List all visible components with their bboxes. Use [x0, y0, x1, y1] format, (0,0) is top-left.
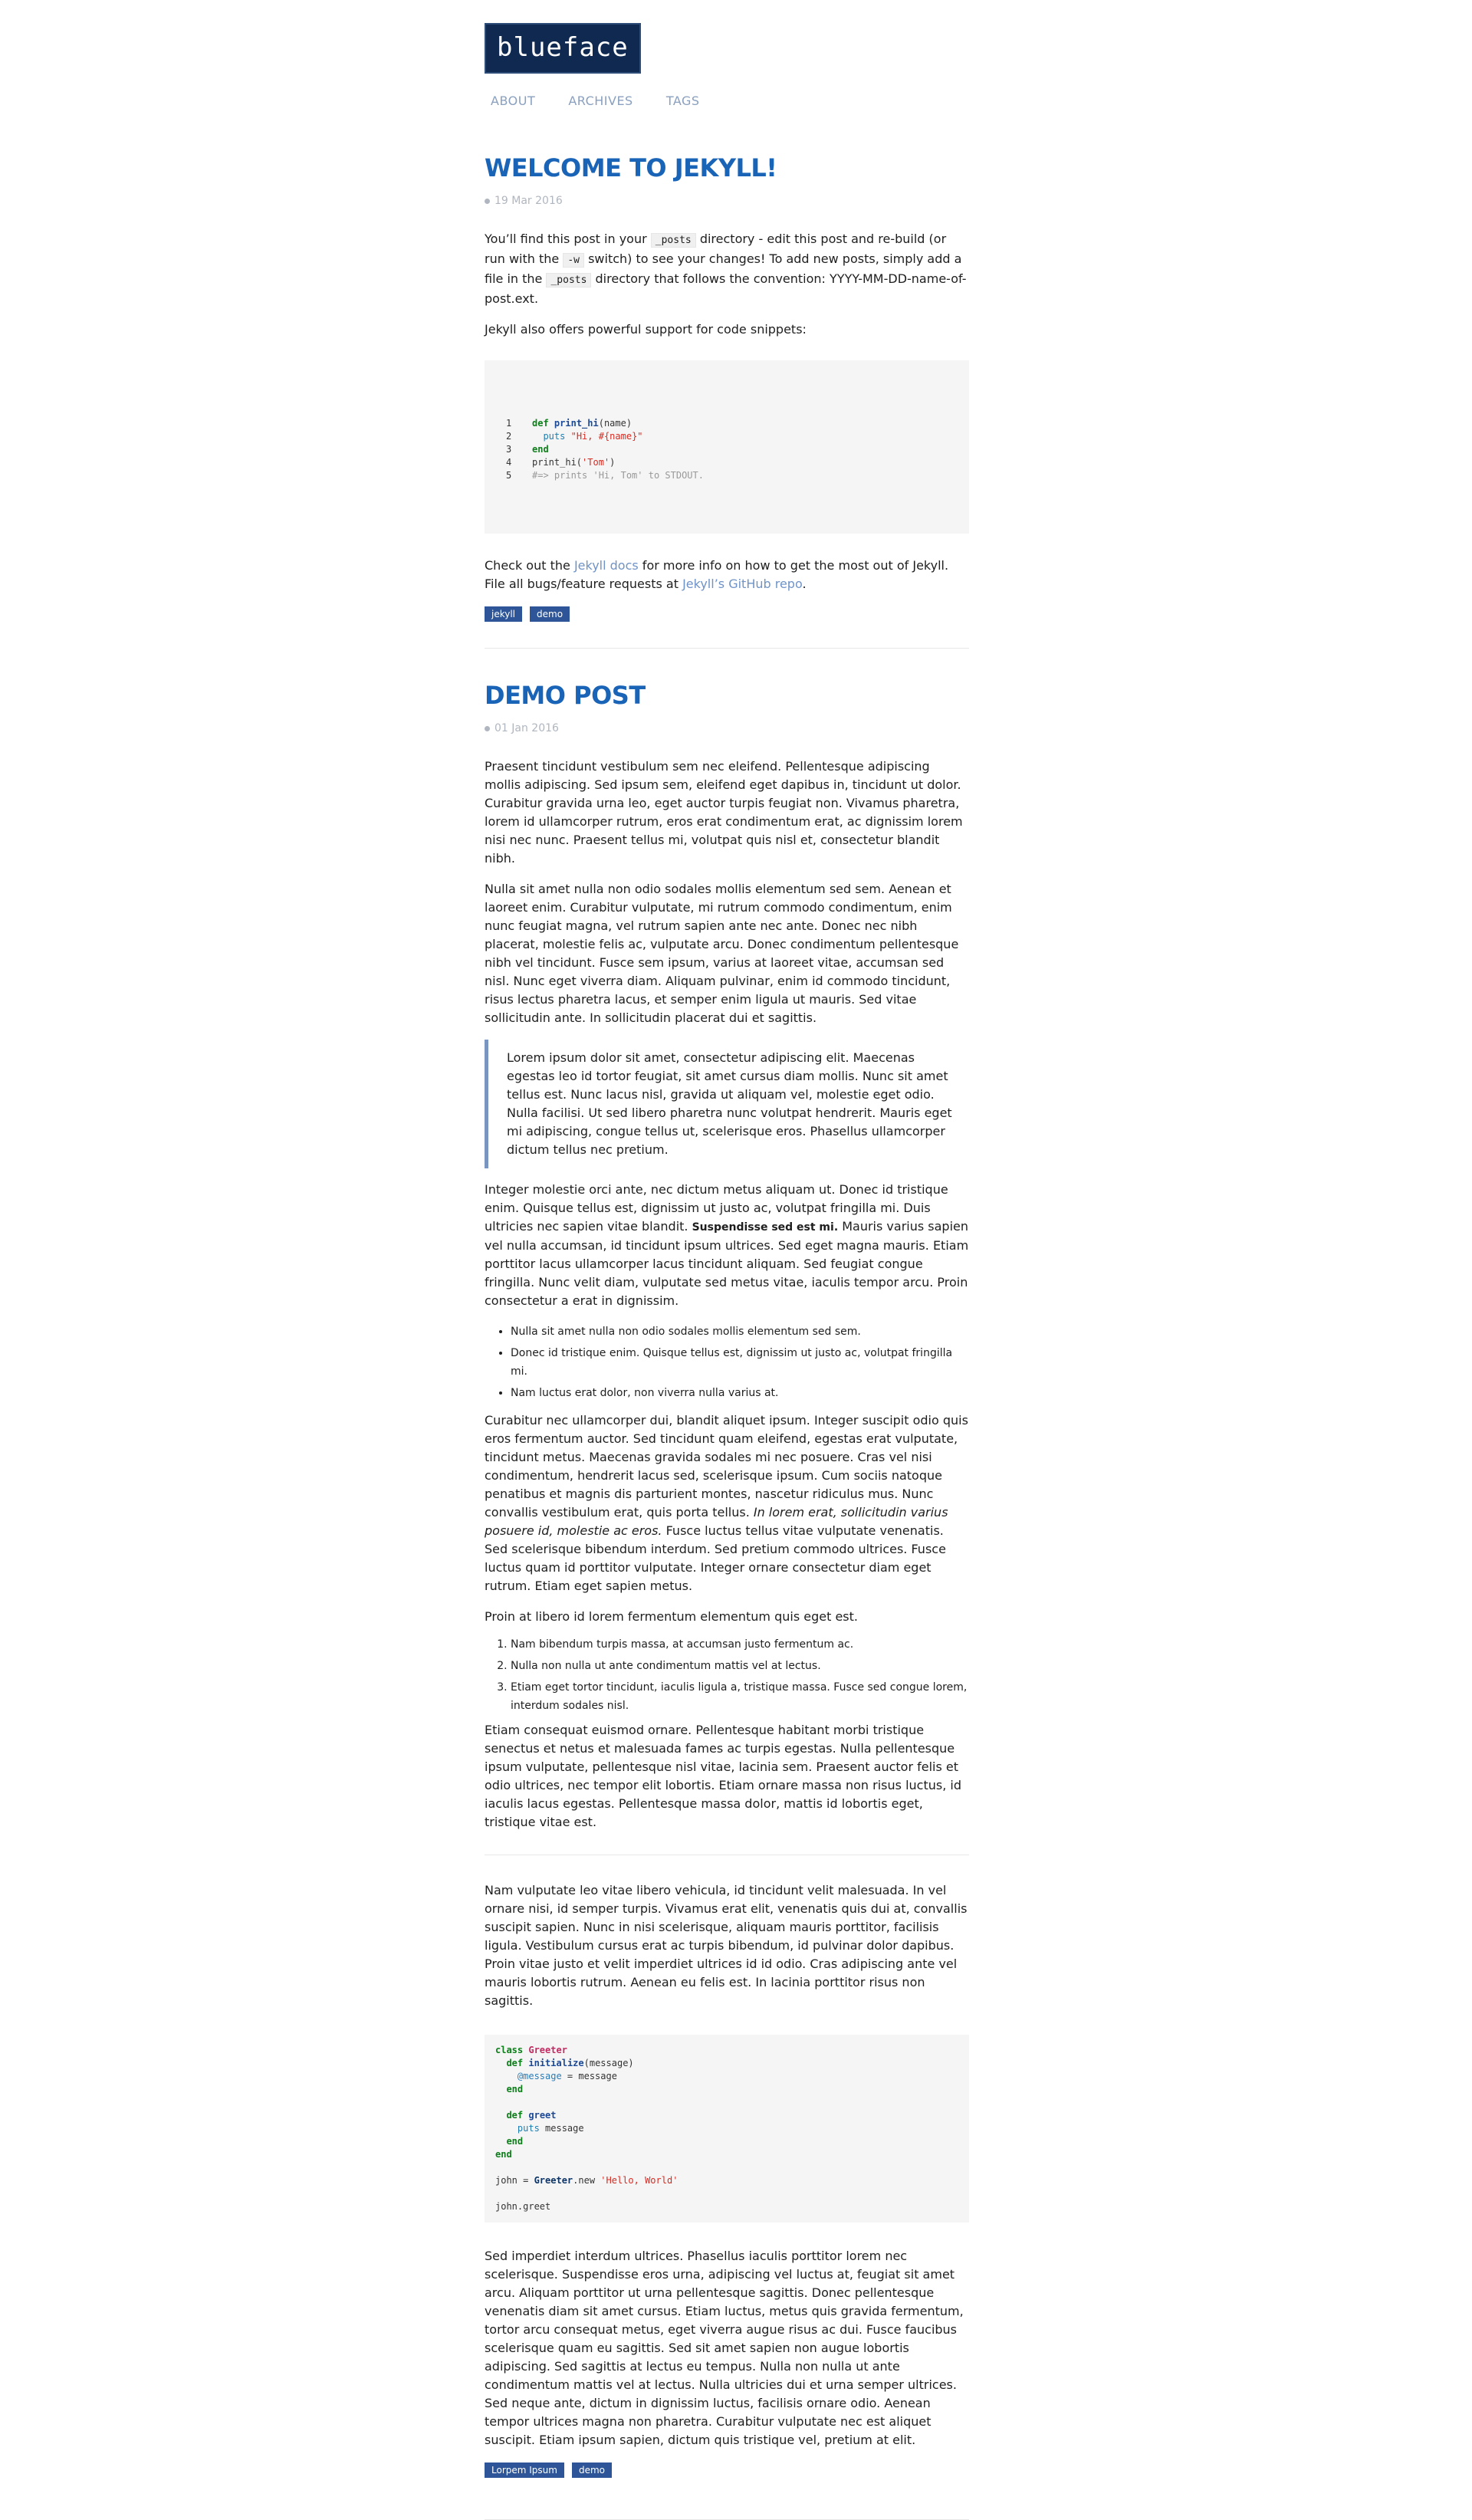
date-dot-icon	[485, 199, 490, 204]
tag-demo[interactable]: demo	[530, 606, 570, 622]
post-paragraph: Praesent tincidunt vestibulum sem nec eleifend. Pellentesque adipiscing mollis adipiscing. Sed ipsum sem, eleifend eget dapibus in, tincidunt ut dolor. Curabitur gravida urna leo, eget auctor turpis feugiat non. Vivamus pharetra, lorem id ullamcorper rutrum, eros erat condimentum erat, ac dignissim lorem nisi nec nunc. Praesent tellus mi, volutpat quis nisl et, consectetur blandit nibh.	[485, 759, 963, 866]
inline-code: _posts	[546, 273, 591, 287]
post-title[interactable]: WELCOME TO JEKYLL!	[485, 153, 777, 182]
blockquote	[485, 1040, 969, 1168]
list-item: 2. Nulla non nulla ut ante condimentum mattis vel at lectus.	[511, 1657, 969, 1675]
list-item: 3. Etiam eget tortor tincidunt, iaculis ligula a, tristique massa. Fusce sed congue lorem, interdum sodales nisl.	[511, 1678, 969, 1715]
post-paragraph: Etiam consequat euismod ornare. Pellentesque habitant morbi tristique senectus et netus et malesuada fames ac turpis egestas. Nulla pellentesque ipsum vulputate, pellentesque nisl vitae, lacinia sem. Praesent auctor felis et odio ultrices, nec tempor elit lobortis. Etiam ornare massa non risus luctus, id iaculis lacus egestas. Pellentesque massa dolor, mattis id lobortis eget, tristique vitae est.	[485, 1723, 961, 1829]
post-divider	[485, 648, 969, 649]
jekyll-docs-link[interactable]: Jekyll docs	[573, 558, 639, 573]
post-title[interactable]: DEMO POST	[485, 681, 646, 710]
page-container	[485, 23, 969, 2476]
list-item: • Nulla sit amet nulla non odio sodales mollis elementum sed sem.	[511, 1322, 969, 1341]
post-date	[485, 195, 969, 207]
tag-lorpem-ipsum[interactable]: Lorpem Ipsum	[485, 2463, 564, 2478]
tag-demo[interactable]: demo	[572, 2463, 612, 2478]
inline-code: -w	[563, 253, 584, 268]
date-dot-icon	[485, 726, 490, 731]
list-item: 1. Nam bibendum turpis massa, at accumsan justo fermentum ac.	[511, 1635, 969, 1654]
post-paragraph: Check out the Jekyll docs for more info on how to get the most out of Jekyll. File all bugs/feature requests at Jekyll’s GitHub repo.	[485, 558, 949, 591]
nav-tags[interactable]: TAGS	[665, 94, 700, 108]
post-paragraph: Proin at libero id lorem fermentum elementum quis eget est.	[485, 1609, 858, 1624]
site-logo[interactable]: blueface	[485, 23, 641, 74]
post-paragraph: Nulla sit amet nulla non odio sodales mollis elementum sed sem. Aenean et laoreet enim. Curabitur vulputate, mi rutrum commodo condimentum, enim nunc feugiat magna, vel rutrum sapien ante nec ante. Donec nec nibh placerat, molestie felis ac, vulputate arcu. Donec condimentum pellentesque nibh vel tincidunt. Fusce sem ipsum, varius at laoreet vitae, accumsan sed nisl. Nunc eget viverra diam. Aliquam pulvinar, enim id commodo tincidunt, risus lectus pharetra lacus, et semper enim ligula ut mauris. Sed vitae sollicitudin ante. In sollicitudin placerat dui et sagittis.	[485, 882, 959, 1025]
nav-archives[interactable]: ARCHIVES	[568, 94, 633, 108]
post-paragraph: Curabitur nec ullamcorper dui, blandit aliquet ipsum. Integer suscipit odio quis eros fermentum auctor. Sed tincidunt quam eleifend, egestas erat vulputate, tincidunt metus. Maecenas gravida sodales mi nec posuere. Cras vel nisi condimentum, hendrerit lacus sed, scelerisque ipsum. Cum sociis natoque penatibus et magnis dis parturient montes, nascetur ridiculus mus. Nunc convallis vestibulum erat, quis porta tellus. In lorem erat, sollicitudin varius posuere id, molestie ac eros. Fusce luctus tellus vitae vulputate venenatis. Sed scelerisque bibendum interdum. Sed pretium commodo ultrices. Fusce luctus quam id porttitor vulputate. Integer ornare consectetur diam eget rutrum. Etiam eget sapien metus.	[485, 1413, 968, 1593]
nav-about[interactable]: ABOUT	[491, 94, 536, 108]
code-content: 1 def print_hi(name) 2 puts "Hi, #{name}" 3 end 4 print_hi('Tom') 5 #=> prints 'Hi, Tom' to STDOUT.	[506, 418, 704, 481]
numbered-list	[485, 1635, 969, 1715]
tag-list	[485, 2462, 969, 2478]
post-paragraph: You’ll find this post in your _posts directory - edit this post and re-build (or run with the -w switch) to see your changes! To add new posts, simply add a file in the _posts directory that follows the convention: YYYY-MM-DD-name-of-post.ext.	[485, 232, 967, 306]
tag-jekyll[interactable]: jekyll	[485, 606, 522, 622]
code-content: class Greeter def initialize(message) @message = message end def greet puts message end end john = Greeter.new 'Hello, World' john.greet	[495, 2045, 678, 2212]
bold-text: Suspendisse sed est mi.	[692, 1221, 839, 1234]
post-date	[485, 722, 969, 734]
post-paragraph: Sed imperdiet interdum ultrices. Phasellus iaculis porttitor lorem nec scelerisque. Suspendisse eros urna, adipiscing vel luctus at, feugiat sit amet arcu. Aliquam porttitor ut urna pellentesque sagittis. Donec pellentesque venenatis diam sit amet cursus. Etiam luctus, metus quis gravida fermentum, tortor arcu consequat metus, eget viverra augue risus ac dui. Fusce faucibus scelerisque quam eu sagittis. Sed sit amet sapien non augue lobortis adipiscing. Sed sagittis at lectus eu tempus. Nulla non nulla ut ante condimentum mattis vel at lectus. Nulla ultricies dui et urna semper ultrices. Sed neque ante, dictum in dignissim luctus, facilisis ornare odio. Aenean tempor ultrices magna non pharetra. Curabitur vulputate nec est aliquet suscipit. Etiam ipsum sapien, dictum quis tristique vel, pretium at elit.	[485, 2249, 964, 2447]
inline-code: _posts	[651, 233, 696, 248]
blockquote-text: Lorem ipsum dolor sit amet, consectetur adipiscing elit. Maecenas egestas leo id tortor feugiat, sit amet cursus diam mollis. Nunc sit amet tellus est. Nunc lacus nisl, gravida ut aliquam vel, molestie eget odio. Nulla facilisi. Ut sed libero pharetra nunc volutpat hendrerit. Mauris eget mi adipiscing, congue tellus ut, scelerisque eros. Phasellus ullamcorper dictum tellus nec pretium.	[507, 1050, 952, 1157]
tag-list	[485, 606, 969, 622]
site-nav	[485, 94, 969, 117]
bullet-list	[485, 1322, 969, 1402]
post-paragraph: Jekyll also offers powerful support for code snippets:	[485, 322, 807, 337]
post-paragraph: Integer molestie orci ante, nec dictum metus aliquam ut. Donec id tristique enim. Quisque tellus est, dignissim ut justo ac, volutpat fringilla mi. Duis ultricies nec sapien vitae blandit. Suspendisse sed est mi. Mauris varius sapien vel nulla accumsan, id tincidunt ipsum ultrices. Sed eget magna mauris. Etiam porttitor lacus ullamcorper lacus tincidunt aliquam. Sed feugiat congue fringilla. Nunc velit diam, vulputate sed metus vitae, iaculis tempor arcu. Proin consectetur a erat in dignissim.	[485, 1182, 969, 1308]
post-date-text: 01 Jan 2016	[495, 722, 559, 734]
code-block	[485, 360, 969, 534]
jekyll-github-link[interactable]: Jekyll’s GitHub repo	[682, 577, 803, 591]
list-item: • Nam luctus erat dolor, non viverra nulla varius at.	[511, 1384, 969, 1402]
post-date-text: 19 Mar 2016	[495, 195, 563, 207]
code-block	[485, 2035, 969, 2223]
italic-text: In lorem erat, sollicitudin varius posuere id, molestie ac eros.	[485, 1505, 948, 1538]
post-demo	[485, 681, 969, 2520]
post-paragraph: Nam vulputate leo vitae libero vehicula, id tincidunt velit malesuada. In vel ornare nisi, id semper turpis. Vivamus erat elit, venenatis quis dui at, convallis suscipit sapien. Nunc in nisi scelerisque, aliquam mauris porttitor, facilisis ligula. Vestibulum cursus erat ac turpis bibendum, id pulvinar dolor dapibus. Proin vitae justo et velit imperdiet ultrices id id odio. Cras adipiscing ante vel mauris lobortis rutrum. Aenean eu felis est. In lacinia porttitor risus non sagittis.	[485, 1883, 968, 2008]
list-item: • Donec id tristique enim. Quisque tellus est, dignissim ut justo ac, volutpat fringilla mi.	[511, 1344, 969, 1381]
post-welcome	[485, 153, 969, 622]
